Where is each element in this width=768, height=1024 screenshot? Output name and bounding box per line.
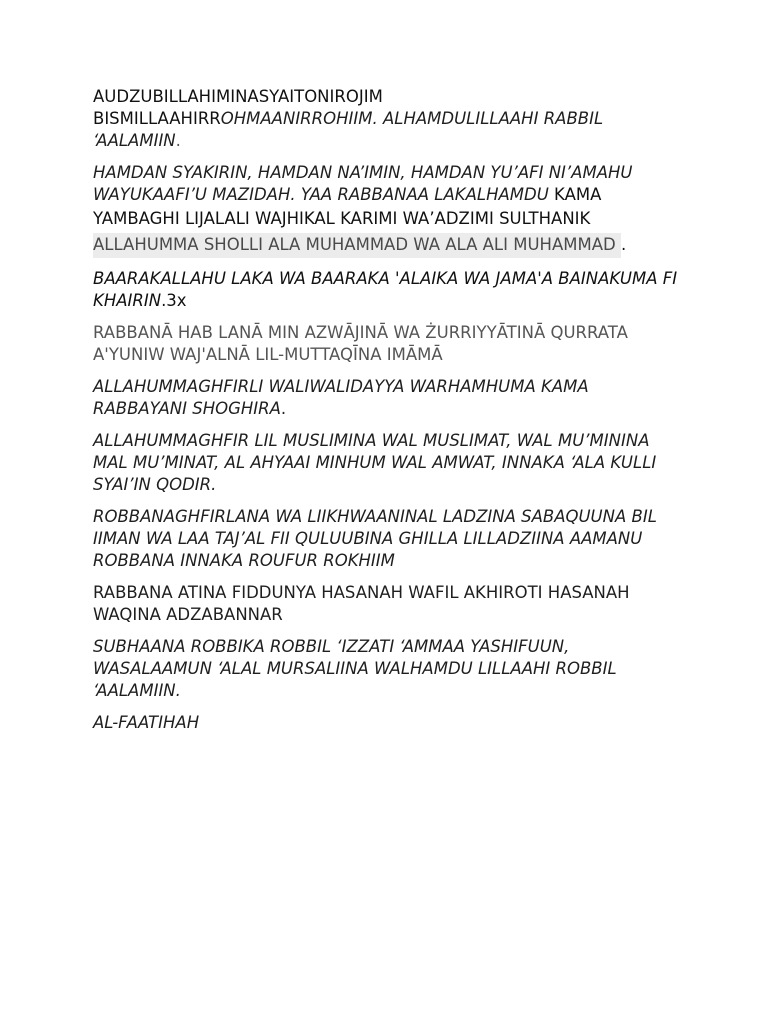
walidayya-period: . [280,399,287,418]
paragraph-hamdan [93,162,683,258]
kama-yambaghi-text: KAMA YAMBAGHI LIJALALI WAJHIKAL KARIMI WA’ADZIMI SULTHANIK [93,185,602,228]
document-body [93,86,683,744]
paragraph-walidayya [93,376,683,420]
paragraph-taawudz-bismillah [93,86,683,152]
bismillah-period: . [175,131,181,150]
bismillah-text-start: BISMILLAAHIRR [93,109,221,128]
sholawat-highlight: ALLAHUMMA SHOLLI ALA MUHAMMAD WA ALA ALI MUHAMMAD [93,233,621,258]
paragraph-rabbana-hablana: RABBANĀ HAB LANĀ MIN AZWĀJINĀ WA ŻURRIYYĀTINĀ QURRATA A'YUNIW WAJ'ALNĀ LIL-MUTTAQĪNA IMĀMĀ [93,323,628,364]
bismillah-text-end: OHMAANIRROHIIM. ALHAMDULILLAAHI RABBIL ‘AALAMIIN [93,109,604,150]
sholawat-period: . [620,235,627,254]
baarakallahu-text: BAARAKALLAHU LAKA WA BAARAKA 'ALAIKA WA JAMA'A BAINAKUMA FI KHAIRIN [93,269,678,310]
taawudz-text: AUDZUBILLAHIMINASYAITONIROJIM [93,87,383,106]
paragraph-robbanaghfirlana: ROBBANAGHFIRLANA WA LIIKHWAANINAL LADZINA SABAQUUNA BIL IIMAN WA LAA TAJ’AL FII QULUUBINA GHILLA LILLADZIINA AAMANU ROBBANA INNAKA ROUFUR ROKHIIM [93,507,657,570]
paragraph-rabbana-atina: RABBANA ATINA FIDDUNYA HASANAH WAFIL AKHIROTI HASANAH WAQINA ADZABANNAR [93,583,630,624]
paragraph-subhaana: SUBHAANA ROBBIKA ROBBIL ‘IZZATI ‘AMMAA YASHIFUUN, WASALAAMUN ‘ALAL MURSALIINA WALHAMDU LILLAAHI ROBBIL ‘AALAMIIN. [93,637,617,700]
paragraph-baarakallahu [93,268,683,312]
paragraph-al-faatihah: AL-FAATIHAH [93,713,200,732]
walidayya-text: ALLAHUMMAGHFIRLI WALIWALIDAYYA WARHAMHUMA KAMA RABBAYANI SHOGHIRA [93,377,589,418]
paragraph-muslimina: ALLAHUMMAGHFIR LIL MUSLIMINA WAL MUSLIMAT, WAL MU’MININA MAL MU’MINAT, AL AHYAAI MINHUM WAL AMWAT, INNAKA ‘ALA KULLI SYAI’IN QODIR. [93,431,657,494]
hamdan-text: HAMDAN SYAKIRIN, HAMDAN NA’IMIN, HAMDAN YU’AFI NI’AMAHU WAYUKAAFI’U MAZIDAH. YAA RABBANAA LAKALHAMDU [93,163,633,204]
repeat-count: .3x [161,291,187,310]
